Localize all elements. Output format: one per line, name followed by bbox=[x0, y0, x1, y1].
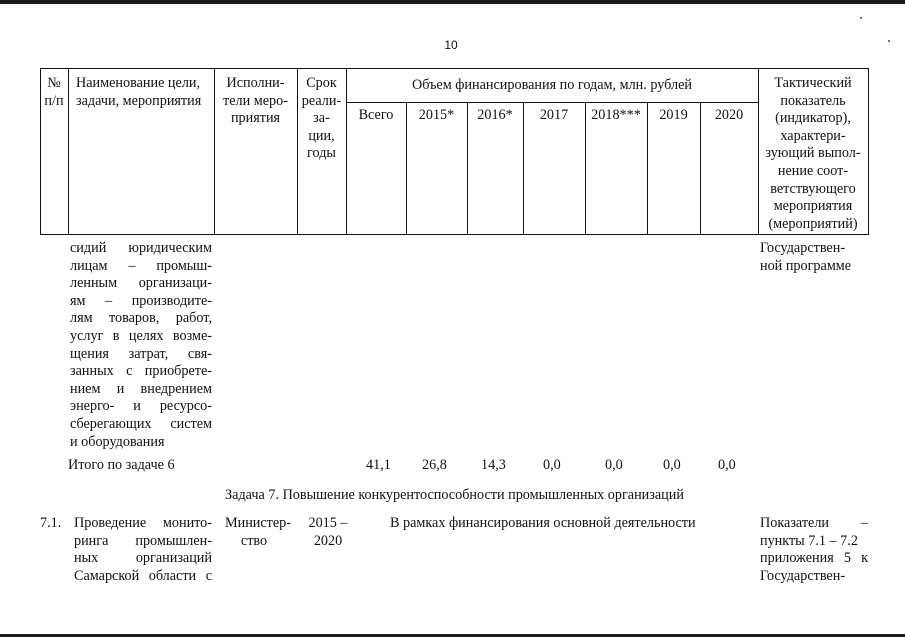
scan-top-border bbox=[0, 0, 905, 4]
total-value-2017: 0,0 bbox=[543, 457, 561, 473]
header-year-2018: 2018*** bbox=[591, 107, 641, 123]
header-year-2019: 2019 bbox=[659, 107, 688, 123]
row-7-1-indicator: Показатели – пункты 7.1 – 7.2 приложения 5 к Государствен- bbox=[760, 515, 868, 584]
row-7-1-executor: Министер- ство bbox=[224, 515, 291, 549]
total-value-all: 41,1 bbox=[366, 457, 391, 473]
row-7-1-funding: В рамках финансирования основной деятельности bbox=[390, 515, 696, 531]
row-7-1-term: 2015 – 2020 bbox=[308, 515, 348, 549]
total-value-2018: 0,0 bbox=[605, 457, 623, 473]
total-value-2020: 0,0 bbox=[718, 457, 736, 473]
total-value-2015: 26,8 bbox=[422, 457, 447, 473]
header-year-2020: 2020 bbox=[714, 107, 744, 123]
header-funding-title: Объем финансирования по годам, млн. рублей bbox=[411, 77, 693, 93]
header-year-2015: 2015* bbox=[418, 107, 455, 123]
total-value-2016: 14,3 bbox=[481, 457, 506, 473]
header-year-2017: 2017 bbox=[539, 107, 569, 123]
total-value-2019: 0,0 bbox=[663, 457, 681, 473]
continuation-indicator-text: Государствен- ной программе bbox=[760, 240, 852, 274]
total-row-label: Итого по задаче 6 bbox=[68, 457, 175, 473]
header-term: Срок реали- за- ции, годы bbox=[301, 75, 342, 162]
task-7-heading: Задача 7. Повышение конкурентоспособности промышленных организаций bbox=[225, 487, 684, 503]
row-7-1-number: 7.1. bbox=[40, 515, 62, 531]
header-year-total: Всего bbox=[358, 107, 394, 123]
header-executors: Исполни- тели меро- приятия bbox=[223, 75, 288, 127]
header-year-2016: 2016* bbox=[477, 107, 513, 123]
scan-bottom-border bbox=[0, 634, 905, 637]
scan-speck bbox=[860, 17, 862, 19]
header-number: № п/п bbox=[44, 75, 64, 109]
header-name: Наименование цели, задачи, мероприятия bbox=[76, 75, 202, 109]
row-7-1-name: Проведение монито- ринга промышлен- ных организаций Самарской области с bbox=[74, 515, 212, 584]
scan-speck bbox=[888, 40, 890, 42]
page-number: 10 bbox=[444, 38, 458, 52]
header-indicator: Тактический показатель (индикатор), характери- зующий выпол- нение соот- ветствующего мероприятия (мероприятий) bbox=[765, 75, 861, 232]
continuation-name-text: сидий юридическим лицам – промыш- ленным организаци- ям – производите- лям товаров, работ, услуг в целях возме- щения затрат, свя- занных с приобрете- нием и внедрением энерго- и ресурсо- сберегающих систем и оборудования bbox=[70, 240, 212, 450]
